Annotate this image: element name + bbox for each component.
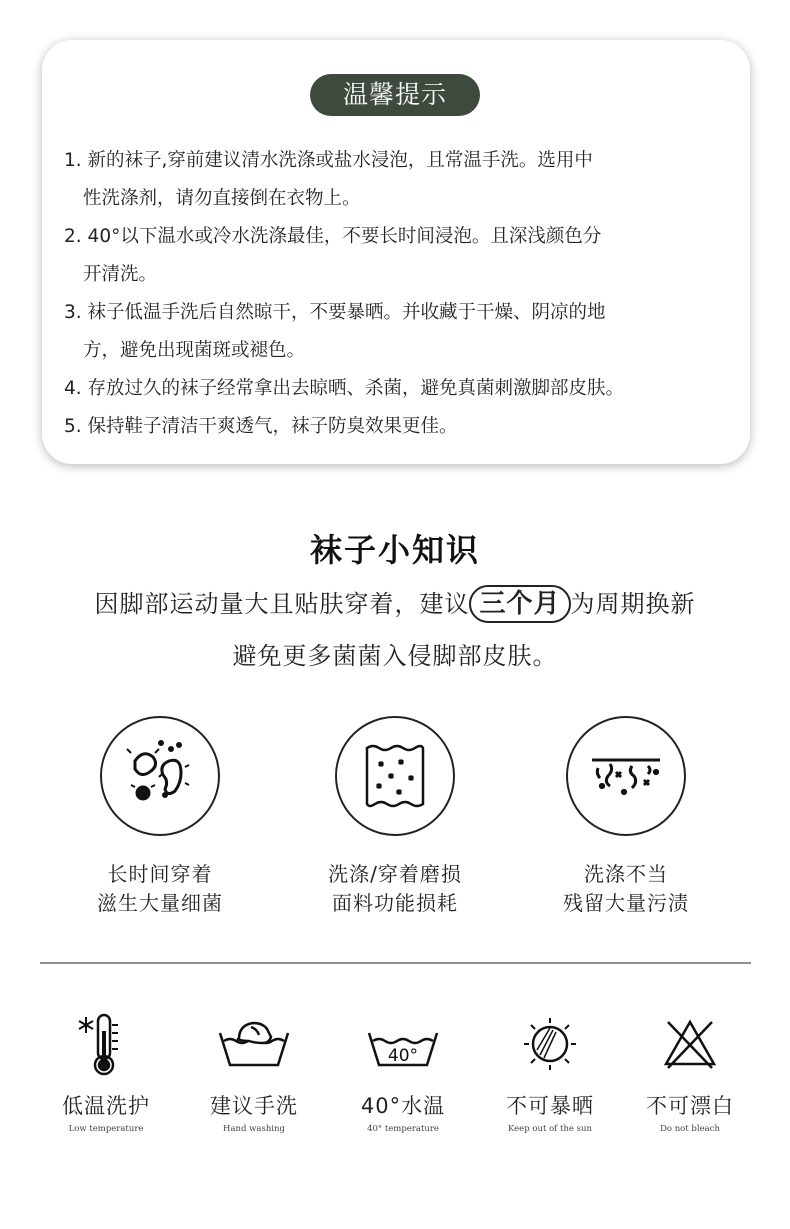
residue-icon	[566, 716, 686, 836]
no-sun-icon	[480, 1010, 620, 1078]
care-no-bleach: 不可漂白 Do not bleach	[620, 1010, 760, 1134]
worn-fabric-icon	[335, 716, 455, 836]
low-temperature-icon	[36, 1010, 176, 1078]
knowledge-title: 袜子小知识	[309, 531, 480, 569]
tip-item: 3. 袜子低温手洗后自然晾干，不要暴晒。并收藏于干燥、阴凉的地 方，避免出现菌斑或褪色。	[64, 302, 606, 361]
section-divider	[40, 962, 751, 964]
no-bleach-icon	[620, 1010, 760, 1078]
hand-wash-icon	[184, 1010, 324, 1078]
knowledge-line-1: 因脚部运动量大且贴肤穿着，建议 三个月 为周期换新	[0, 584, 790, 623]
wash-40-icon	[333, 1010, 473, 1078]
tips-list	[64, 142, 744, 446]
care-40-degree: 40° 40°水温 40° temperature	[333, 1010, 473, 1134]
problem-wear: 洗涤/穿着磨损 面料功能损耗	[285, 716, 505, 918]
care-hand-wash: 建议手洗 Hand washing	[184, 1010, 324, 1134]
tip-item: 1. 新的袜子,穿前建议清水洗涤或盐水浸泡，且常温手洗。选用中 性洗涤剂，请勿直接倒在衣物上。	[64, 150, 593, 209]
care-low-temperature: 低温洗护 Low temperature	[36, 1010, 176, 1134]
bacteria-icon	[100, 716, 220, 836]
tip-item: 5. 保持鞋子清洁干爽透气，袜子防臭效果更佳。	[64, 416, 458, 437]
highlight-period: 三个月	[469, 585, 570, 623]
tips-title: 温馨提示	[310, 74, 480, 116]
problem-residue: 洗涤不当 残留大量污渍	[516, 716, 736, 918]
tip-item: 4. 存放过久的袜子经常拿出去晾晒、杀菌，避免真菌刺激脚部皮肤。	[64, 378, 625, 399]
knowledge-line-2: 避免更多菌菌入侵脚部皮肤。	[232, 642, 558, 670]
care-no-sun: 不可暴晒 Keep out of the sun	[480, 1010, 620, 1134]
problem-bacteria: 长时间穿着 滋生大量细菌	[50, 716, 270, 918]
wash-temperature-badge: 40°	[387, 1046, 419, 1066]
tip-item: 2. 40°以下温水或冷水洗涤最佳，不要长时间浸泡。且深浅颜色分 开清洗。	[64, 226, 602, 285]
